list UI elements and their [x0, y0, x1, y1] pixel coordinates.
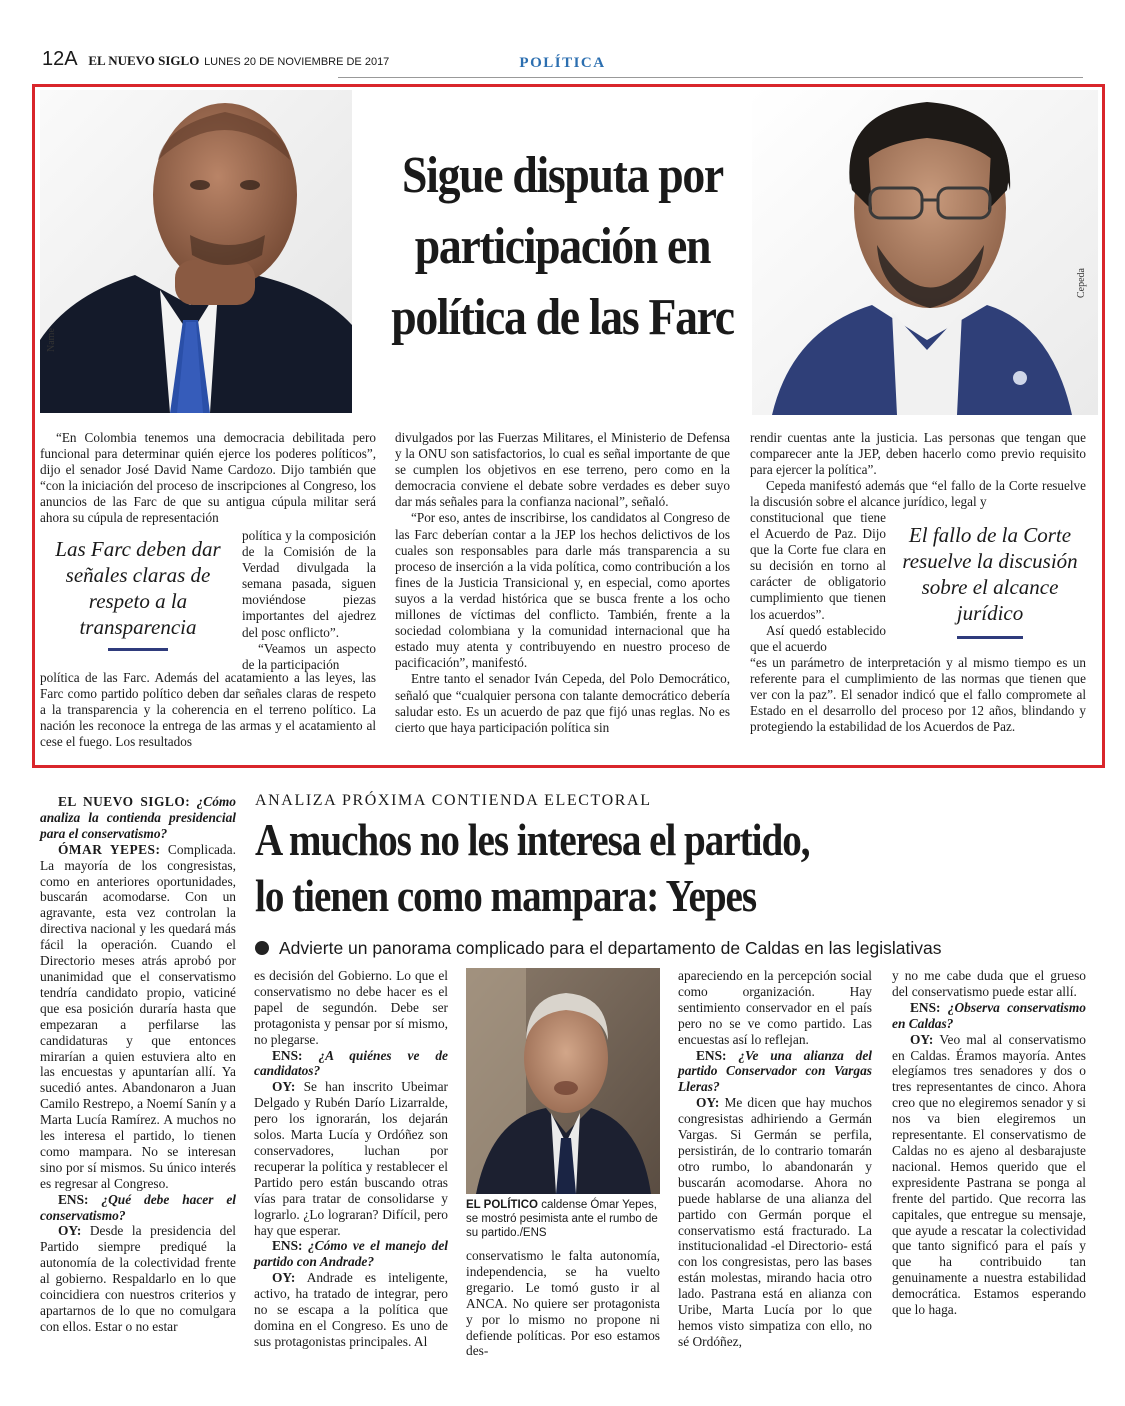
article2-kicker: ANALIZA PRÓXIMA CONTIENDA ELECTORAL: [255, 792, 652, 809]
article2-headline: [255, 812, 935, 924]
pull-quote-right-bar: [957, 636, 1023, 639]
answer-text: Complicada. La mayoría de los congresistas, como en anteriores oportunidades, buscarán acomodarse. Con un agravante, esta vez controlan la directiva nacional y les quedará más fácil la operación. Cuando el Directorio meses atrás aprobó por unanimidad que el conservatismo tendría candidato propio, vaticiné que esa posición duraría hasta que empezaran a perfilarse las candidaturas y que entonces mirarían a quien estuviera alto en las encuestas y apuntarían allí. Ya sucedió antes. Abandonaron a Juan Camilo Restrepo, a Noemí Sanín y a Marta Lucía Ramírez. A muchos no les interesa el partido, lo tienen como mampara. No se interesan sino por sí mismos. Su único interés es regresar al Congreso.: [40, 841, 236, 1191]
portrait-name-image: [40, 90, 352, 413]
interview-question: [254, 1238, 448, 1270]
article2-deck: [255, 938, 941, 959]
answer-text: Se han inscrito Ubeimar Delgado y Rubén Darío Lizarralde, pero los ignorarán, los dejarán solos. Marta Lucía y Ordóñez son conservadores, luchan por recuperar la política y restablecer el Partido pero están buscando otras vías para tratar de consolidarse y lograrlo. ¿Lo lograran? Difícil, pero hay que esperar.: [254, 1079, 448, 1238]
answer-text: Veo mal al conservatismo en Caldas. Éramos mayoría. Antes elegíamos tres senadores y dos o tres representantes de cinco. Ahora creo que no elegiremos senador y si nos va bien elegiremos un representante. El conservatismo de Caldas no es ajeno al desbarajuste nacional. Hemos querido que el expresidente Pastrana se ponga al frente del partido. Que recorra las capitales, que entregue su mensaje, que ayude a rescatar la colectividad que tanto significó para el país y que ha contribuido tan genuinamente a nuestra estabilidad democrática. Estamos esperando que lo haga.: [892, 1031, 1086, 1318]
question-label: ENS:: [910, 999, 941, 1015]
interview-question: [40, 794, 236, 842]
interview-answer: [254, 968, 448, 1048]
question-label: ENS:: [696, 1047, 727, 1063]
portrait-yepes-image: [466, 968, 660, 1194]
photo-cepeda: [752, 90, 1098, 415]
question-text: ¿Observa conservatismo en Caldas?: [892, 999, 1086, 1031]
question-text: ¿A quiénes ve de candidatos?: [254, 1047, 448, 1079]
interview-answer: [678, 1095, 872, 1350]
pull-quote-left-text: Las Farc deben dar señales claras de respeto a la transparencia: [55, 537, 221, 639]
photo-yepes: [466, 968, 660, 1194]
article2-col1: [40, 794, 236, 1335]
article1-col1-bottom: [40, 670, 376, 750]
interview-question: [892, 1000, 1086, 1032]
answer-text: apareciendo en la percepción social como organización. Hay sentimiento conservador en el país pero no se ve como partido. Las encuestas así lo reflejan.: [678, 968, 872, 1047]
answer-label: OY:: [696, 1095, 720, 1111]
article2-col4: [678, 968, 872, 1350]
article2-deck-text: Advierte un panorama complicado para el departamento de Caldas en las legislativas: [279, 938, 942, 958]
photo-yepes-caption: [466, 1198, 660, 1240]
publication-name: EL NUEVO SIGLO: [88, 53, 200, 68]
article1-headline: Sigue disputa por participación en política de las Farc: [391, 147, 734, 346]
question-label: EL NUEVO SIGLO:: [58, 794, 191, 809]
question-text: ¿Qué debe hacer el conservatismo?: [40, 1191, 236, 1223]
article1-paragraph: “En Colombia tenemos una democracia debilitada pero funcional para determinar quién ejerce los poderes políticos”, dijo el senador José David Name Cardozo. Dijo también que “con la iniciación del proceso de inscripciones al Congreso, los anuncios de las Farc de que su antigua cúpula militar será ahora su cúpula de representación: [40, 430, 376, 526]
article2-col5: [892, 968, 1086, 1318]
pull-quote-left-bar: [108, 648, 168, 651]
photo-name: [40, 90, 352, 413]
article2-headline-line2: lo tienen como mampara: Yepes: [255, 870, 757, 921]
answer-label: OY:: [910, 1031, 934, 1047]
answer-label: OY:: [58, 1223, 82, 1239]
bullet-icon: [255, 941, 269, 955]
article1-paragraph: Así quedó establecido que el acuerdo: [750, 622, 886, 654]
interview-answer: [40, 1223, 236, 1334]
answer-text: y no me cabe duda que el grueso del conservatismo puede estar allí.: [892, 968, 1086, 999]
article1-paragraph: política y la composición de la Comisión de la Verdad divulgada la semana pasada, siguen moviéndose piezas importantes del ajedrez del posc onflicto”.: [242, 528, 376, 640]
interview-answer: [466, 1248, 660, 1359]
interview-answer: [40, 842, 236, 1192]
answer-label: ÓMAR YEPES:: [58, 841, 161, 857]
article1-col1-mid: [242, 528, 376, 673]
article1-paragraph: rendir cuentas ante la justicia. Las personas que tengan que comparecer ante la JEP, deben hacerlo como previo requisito para ejercer la política”.: [750, 430, 1086, 478]
interview-answer: [254, 1079, 448, 1238]
article1-paragraph: “Veamos un aspecto de la participación: [242, 640, 376, 672]
question-label: ENS:: [272, 1238, 303, 1254]
publication-date: LUNES 20 DE NOVIEMBRE DE 2017: [204, 56, 390, 68]
article1-col3-bottom: [750, 655, 1086, 735]
article1-paragraph: Cepeda manifestó además que “el fallo de la Corte resuelve la discusión sobre el alcance jurídico, legal y: [750, 478, 1086, 510]
article1-paragraph: “es un parámetro de interpretación y al mismo tiempo es un referente para el cumplimiento de las normas que tienen que ver con la paz”. El senador indicó que el fallo compromete al Estado en el desarrollo del proceso por 12 años, blindando y protegiendo la estabilidad de los Acuerdos de Paz.: [750, 655, 1086, 735]
article1-paragraph: “Por eso, antes de inscribirse, los candidatos al Congreso de las Farc deberían contar a la JEP los hechos delictivos de los cuales son responsables para darle más transparencia a su proceso de inserción a la vida política, como contribución a los fines de la Justicia Transicional y, en especial, como aportes suyos a la verdad histórica que se busca frente a los ocho millones de víctimas del conflicto. También, frente a la sociedad colombiana y la comunidad internacional que ha estado muy atenta y contribuyendo en nuestro proceso de pacificación”, manifestó.: [395, 510, 730, 671]
article1-paragraph: política de las Farc. Además del acatamiento a las leyes, las Farc como partido político deben dar señales claras de respeto a la transparencia y la coherencia en el terreno político. La nación les reconoce la entrega de las armas y el acatamiento al cese el fuego. Los resultados: [40, 670, 376, 750]
answer-text: Desde la presidencia del Partido siempre prediqué la autonomía de la colectividad frente al gobierno. Respaldarlo en lo que coincidiera con nuestros criterios y apartarnos de lo que no comulgara con ellos. Estar o no estar: [40, 1223, 236, 1334]
header-rule: [338, 77, 1083, 78]
article1-paragraph: Entre tanto el senador Iván Cepeda, del Polo Democrático, señaló que “cualquier persona con talante democrático debería saludar esto. Es un acuerdo de paz que fijó unas reglas. No es cierto que haya participación política sin: [395, 671, 730, 735]
article1-col2: [395, 430, 730, 736]
article1-paragraph: constitucional que tiene el Acuerdo de Paz. Dijo que la Corte fue clara en su decisión en torno al carácter de obligatorio cumplimiento que tienen los acuerdos”.: [750, 510, 886, 622]
question-text: ¿Cómo ve el manejo del partido con Andrade?: [254, 1238, 448, 1270]
answer-text: Andrade es inteligente, activo, ha tratado de integrar, pero no se escapa a la política que domina en el Congreso. Es uno de sus protagonistas principales. Al: [254, 1270, 448, 1349]
page-number: 12A: [42, 48, 78, 70]
question-text: ¿Ve una alianza del partido Conservador con Vargas Lleras?: [678, 1047, 872, 1095]
article2-headline-line1: A muchos no les interesa el partido,: [255, 814, 810, 865]
article1-paragraph: divulgados por las Fuerzas Militares, el Ministerio de Defensa y la ONU son satisfactorios, lo cual es señal importante de que se cumplen los objetivos en ese terreno, pero como en la democracia conviene el debate sobre verdades es deber suyo dar más señales para la confianza nacional”, señaló.: [395, 430, 730, 510]
answer-label: OY:: [272, 1270, 296, 1286]
pull-quote-right: [892, 522, 1088, 639]
article1-col3-top: [750, 430, 1086, 510]
answer-label: OY:: [272, 1079, 296, 1095]
interview-answer: [892, 1032, 1086, 1318]
question-label: ENS:: [272, 1047, 303, 1063]
article1-col3-mid: [750, 510, 886, 655]
photo-cepeda-label: Cepeda: [1076, 268, 1087, 298]
interview-answer: [678, 968, 872, 1048]
article1-col1-top: [40, 430, 376, 527]
caption-lead: EL POLÍTICO: [466, 1199, 538, 1211]
interview-question: [254, 1048, 448, 1080]
section-title: POLÍTICA: [519, 55, 606, 71]
answer-text: conservatismo le falta autonomía, independencia, se ha vuelto gregario. Le tomó gusto ir al ANCA. No quiere ser protagonista y por lo mismo no propone ni defiende políticas. Por eso estamos des-: [466, 1248, 660, 1359]
answer-text: es decisión del Gobierno. Lo que el conservatismo no debe hacer es el papel de segundón. Debe ser protagonista y pensar por sí mismo, no plegarse.: [254, 968, 448, 1047]
interview-answer: [254, 1270, 448, 1350]
interview-answer: [892, 968, 1086, 1000]
pull-quote-left: [40, 536, 236, 651]
portrait-cepeda-image: [752, 90, 1098, 415]
article2-col3: [466, 1248, 660, 1359]
pull-quote-right-text: El fallo de la Corte resuelve la discusión sobre el alcance jurídico: [902, 523, 1078, 625]
interview-question: [678, 1048, 872, 1096]
question-text: ¿Cómo analiza la contienda presidencial para el conservatismo?: [40, 794, 236, 841]
question-label: ENS:: [58, 1191, 89, 1207]
interview-question: [40, 1192, 236, 1224]
article2-col2: [254, 968, 448, 1350]
photo-name-label: Name: [46, 328, 57, 352]
answer-text: Me dicen que hay muchos congresistas adhiriendo a Germán Vargas. Si Germán se perfila, persistirán, de lo contrario tomarán otro rumbo, lo abandonarán y buscarán acomodarse. Ahora no puede hablarse de una alianza del partido con Germán porque el conservatismo está fracturado. La institucionalidad -el Directorio- está con los congresistas, pero las bases están molestas, mirando hacia otro lado. Pastrana está en alianza con Uribe, Marta Lucía por lo que hemos visto simpatiza con ello, no sé Ordóñez,: [678, 1095, 872, 1349]
caption-text: caldense Ómar Yepes, se mostró pesimista ante el rumbo de su partido./ENS: [466, 1199, 658, 1239]
